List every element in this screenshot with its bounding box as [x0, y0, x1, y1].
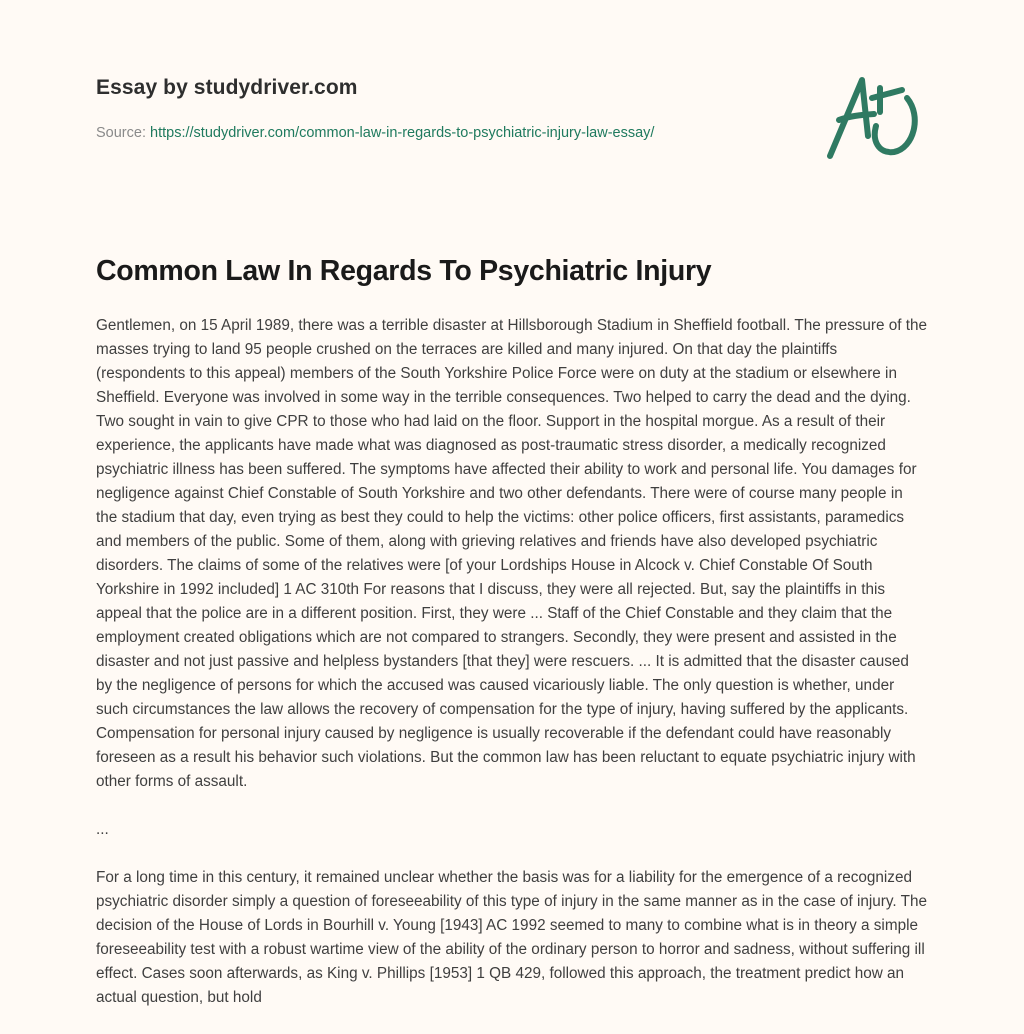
page-header: [96, 76, 796, 141]
essay-body: [96, 314, 928, 1034]
source-label: Source:: [96, 125, 146, 141]
a-plus-grade-icon: [822, 68, 932, 168]
essay-ellipsis: ...: [96, 821, 109, 838]
essay-paragraph: For a long time in this century, it remained unclear whether the basis was for a liability for the emergence of a recognized psychiatric disorder simply a question of foreseeability of this type of injury in the same manner as in the case of injury. The decision of the House of Lords in Bourhill v. Young [1943] AC 1992 seemed to many to combine what is in theory a simple foreseeability test with a robust wartime view of the ability of the ordinary person to horror and sadness, without suffering ill effect. Cases soon afterwards, as King v. Phillips [1953] 1 QB 429, followed this approach, the treatment predict how an actual question, but hold: [96, 869, 927, 1006]
essay-paragraph: Gentlemen, on 15 April 1989, there was a terrible disaster at Hillsborough Stadium in Sheffield football. The pressure of the masses trying to land 95 people crushed on the terraces are killed and many injured. On that day the plaintiffs (respondents to this appeal) members of the South Yorkshire Police Force were on duty at the stadium or elsewhere in Sheffield. Everyone was involved in some way in the terrible consequences. Two helped to carry the dead and the dying. Two sought in vain to give CPR to those who had laid on the floor. Support in the hospital morgue. As a result of their experience, the applicants have made what was diagnosed as post-traumatic stress disorder, a medically recognized psychiatric illness has been suffered. The symptoms have affected their ability to work and personal life. You damages for negligence against Chief Constable of South Yorkshire and two other defendants. There were of course many people in the stadium that day, even trying as best they could to help the victims: other police officers, first assistants, paramedics and members of the public. Some of them, along with grieving relatives and friends have also developed psychiatric disorders. The claims of some of the relatives were [of your Lordships House in Alcock v. Chief Constable Of South Yorkshire in 1992 included] 1 AC 310th For reasons that I discuss, they were all rejected. But, say the plaintiffs in this appeal that the police are in a different position. First, they were ... Staff of the Chief Constable and they claim that the employment created obligations which are not compared to strangers. Secondly, they were present and assisted in the disaster and not just passive and helpless bystanders [that they] were rescuers. ... It is admitted that the disaster caused by the negligence of persons for which the accused was caused vicariously liable. The only question is whether, under such circumstances the law allows the recovery of compensation for the type of injury, having suffered by the applicants. Compensation for personal injury caused by negligence is usually recoverable if the defendant could have reasonably foreseen as a result his behavior such violations. But the common law has been reluctant to equate psychiatric injury with other forms of assault.: [96, 317, 928, 790]
essay-title: Common Law In Regards To Psychiatric Injury: [96, 255, 712, 287]
source-link[interactable]: https://studydriver.com/common-law-in-regards-to-psychiatric-injury-law-essay/: [150, 125, 655, 141]
source-line: [96, 125, 654, 141]
site-title: Essay by studydriver.com: [96, 76, 358, 99]
